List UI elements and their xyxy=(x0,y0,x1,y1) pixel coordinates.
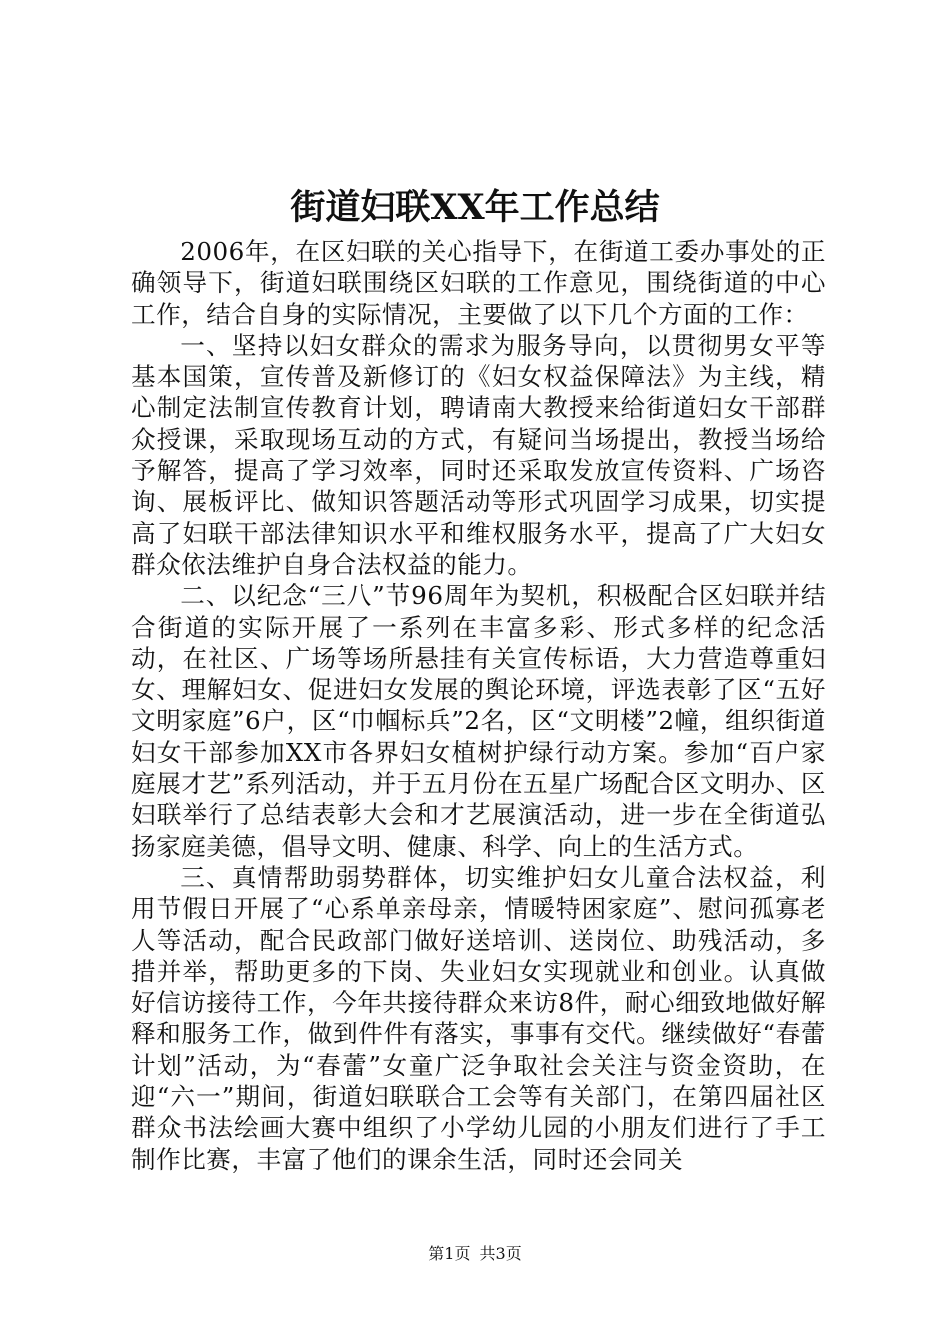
paragraph-section-1: 一、坚持以妇女群众的需求为服务导向，以贯彻男女平等基本国策，宣传普及新修订的《妇女权益保障法》为主线，精心制定法制宣传教育计划，聘请南大教授来给街道妇女干部群众授课，采取现场互动的方式，有疑问当场提出，教授当场给予解答，提高了学习效率，同时还采取发放宣传资料、广场咨询、展板评比、做知识答题活动等形式巩固学习成果，切实提高了妇联干部法律知识水平和维权服务水平，提高了广大妇女群众依法维护自身合法权益的能力。 xyxy=(131,330,826,579)
page-number-footer: 第1页 共3页 xyxy=(428,1244,522,1263)
document-body xyxy=(131,236,826,1175)
paragraph-section-3: 三、真情帮助弱势群体，切实维护妇女儿童合法权益，利用节假日开展了“心系单亲母亲，情暖特困家庭”、慰问孤寡老人等活动，配合民政部门做好送培训、送岗位、助残活动，多措并举，帮助更多的下岗、失业妇女实现就业和创业。认真做好信访接待工作，今年共接待群众来访8件，耐心细致地做好解释和服务工作，做到件件有落实，事事有交代。继续做好“春蕾计划”活动，为“春蕾”女童广泛争取社会关注与资金资助，在迎“六一”期间，街道妇联联合工会等有关部门，在第四届社区群众书法绘画大赛中组织了小学幼儿园的小朋友们进行了手工制作比赛，丰富了他们的课余生活，同时还会同关 xyxy=(131,862,826,1174)
paragraph-intro: 2006年，在区妇联的关心指导下，在街道工委办事处的正确领导下，街道妇联围绕区妇联的工作意见，围绕街道的中心工作，结合自身的实际情况，主要做了以下几个方面的工作： xyxy=(131,237,826,329)
document-title: 街道妇联XX年工作总结 xyxy=(290,187,660,228)
paragraph-section-2: 二、以纪念“三八”节96周年为契机，积极配合区妇联并结合街道的实际开展了一系列在丰富多彩、形式多样的纪念活动，在社区、广场等场所悬挂有关宣传标语，大力营造尊重妇女、理解妇女、促进妇女发展的舆论环境，评选表彰了区“五好文明家庭”6户，区“巾帼标兵”2名，区“文明楼”2幢，组织街道妇女干部参加XX市各界妇女植树护绿行动方案。参加“百户家庭展才艺”系列活动，并于五月份在五星广场配合区文明办、区妇联举行了总结表彰大会和才艺展演活动，进一步在全街道弘扬家庭美德，倡导文明、健康、科学、向上的生活方式。 xyxy=(131,581,826,861)
